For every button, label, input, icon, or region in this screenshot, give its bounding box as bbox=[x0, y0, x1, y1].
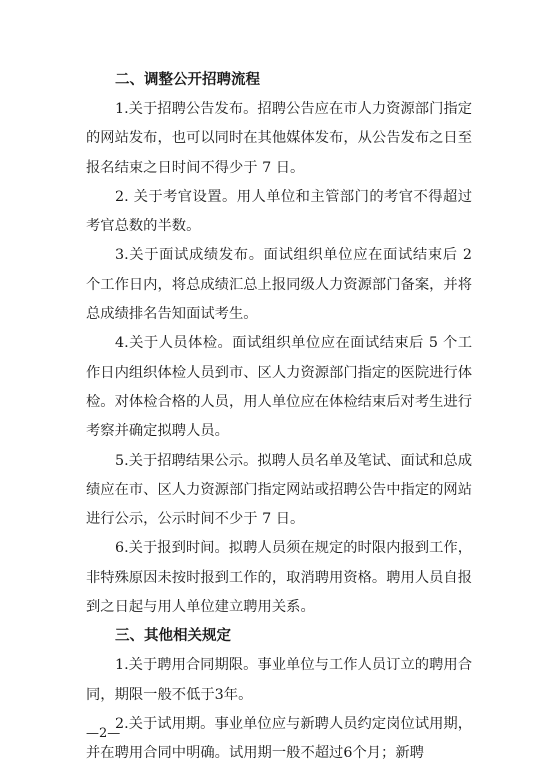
paragraph-interview-results: 3.关于面试成绩发布。面试组织单位应在面试结束后 2 个工作日内，将总成绩汇总上报同级人力资源部门备案，并将总成绩排名告知面试考生。 bbox=[86, 247, 473, 323]
paragraph-report-time: 6.关于报到时间。拟聘人员须在规定的时限内报到工作，非特殊原因未按时报到工作的，取消聘用资格。聘用人员自报到之日起与用人单位建立聘用关系。 bbox=[86, 540, 473, 616]
section-heading-adjust-recruitment-process: 二、调整公开招聘流程 bbox=[115, 72, 260, 88]
paragraph-probation: 2.关于试用期。事业单位应与新聘人员约定岗位试用期，并在聘用合同中明确。试用期一般不超过6个月；新聘 bbox=[86, 715, 472, 762]
paragraph-announcement: 1.关于招聘公告发布。招聘公告应在市人力资源部门指定的网站发布，也可以同时在其他媒体发布，从公告发布之日至报名结束之日时间不得少于 7 日。 bbox=[86, 101, 473, 176]
section-heading-other-regulations: 三、其他相关规定 bbox=[115, 628, 231, 645]
paragraph-result-publicity: 5.关于招聘结果公示。拟聘人员名单及笔试、面试和总成绩应在市、区人力资源部门指定网站或招聘公告中指定的网站进行公示，公示时间不少于 7 日。 bbox=[86, 452, 473, 528]
page-number: —2— bbox=[86, 726, 121, 741]
paragraph-medical-exam: 4.关于人员体检。面试组织单位应在面试结束后 5 个工作日内组织体检人员到市、区人力资源部门指定的医院进行体检。对体检合格的人员，用人单位应在体检结束后对考生进行考察并确定拟聘人员。 bbox=[86, 335, 473, 440]
paragraph-examiner-setting: 2. 关于考官设置。用人单位和主管部门的考官不得超过考官总数的半数。 bbox=[86, 188, 472, 235]
paragraph-contract-term: 1.关于聘用合同期限。事业单位与工作人员订立的聘用合同，期限一般不低于3年。 bbox=[86, 657, 472, 703]
document-body bbox=[86, 66, 472, 769]
